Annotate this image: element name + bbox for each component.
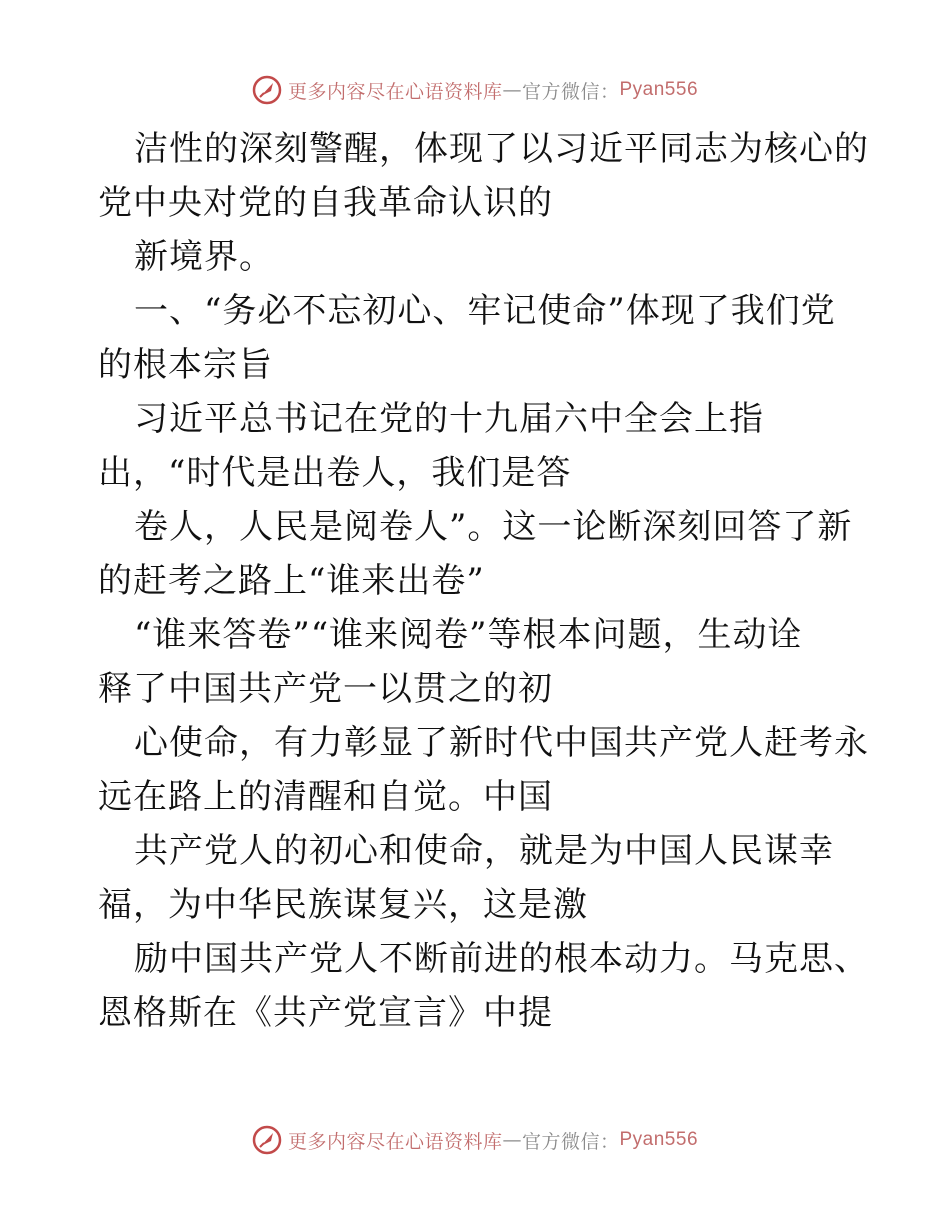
quill-logo-icon (252, 75, 282, 105)
watermark-wechat-id: Pyan556 (619, 79, 699, 100)
text-line: “谁来答卷”“谁来阅卷”等根本问题，生动诠 (134, 615, 803, 655)
text-line: 远在路上的清醒和自觉。中国 (98, 777, 553, 817)
text-line: 卷人，人民是阅卷人”。这一论断深刻回答了新 (134, 507, 853, 547)
watermark-wechat-label: 官方微信： (521, 80, 620, 103)
quill-logo-icon (252, 1125, 282, 1155)
text-line: 释了中国共产党一以贯之的初 (98, 669, 553, 709)
text-line: 恩格斯在《共产党宣言》中提 (98, 993, 553, 1033)
header-watermark (0, 70, 950, 110)
footer-watermark (0, 1120, 950, 1160)
text-line: 洁性的深刻警醒，体现了以习近平同志为核心的 (134, 129, 869, 169)
section-heading: 一、“务必不忘初心、牢记使命”体现了我们党 (134, 291, 836, 331)
text-line: 出，“时代是出卷人，我们是答 (98, 453, 572, 493)
text-line: 新境界。 (134, 237, 274, 277)
text-line: 习近平总书记在党的十九届六中全会上指 (134, 399, 764, 439)
document-body (98, 122, 869, 1040)
text-line: 福，为中华民族谋复兴，这是激 (98, 885, 588, 925)
watermark-separator: — (502, 1129, 522, 1151)
watermark-brand: 更多内容尽在心语资料库 (287, 1130, 503, 1153)
watermark-wechat-id: Pyan556 (619, 1129, 699, 1150)
text-line: 励中国共产党人不断前进的根本动力。马克思、 (134, 939, 869, 979)
text-line: 共产党人的初心和使命，就是为中国人民谋幸 (134, 831, 834, 871)
text-line: 心使命，有力彰显了新时代中国共产党人赶考永 (134, 723, 869, 763)
watermark-brand: 更多内容尽在心语资料库 (287, 80, 503, 103)
text-line: 的赶考之路上“谁来出卷” (98, 561, 485, 601)
section-heading-continued: 的根本宗旨 (98, 345, 273, 385)
watermark-separator: — (502, 79, 522, 101)
watermark-wechat-label: 官方微信： (521, 1130, 620, 1153)
text-line: 党中央对党的自我革命认识的 (98, 183, 553, 223)
